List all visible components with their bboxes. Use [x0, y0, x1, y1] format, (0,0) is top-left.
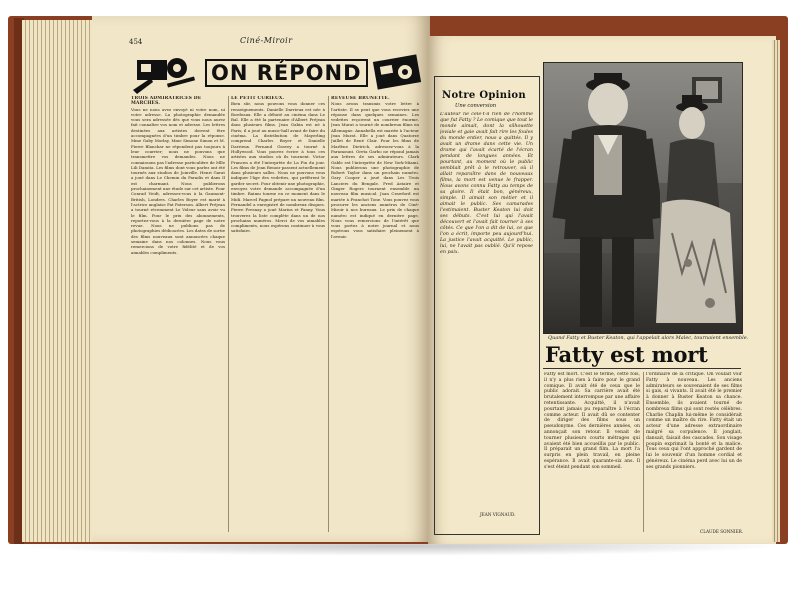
column-heading: RÊVEUSE BRUNETTE.: [331, 96, 390, 101]
keaton-figure: [652, 93, 738, 329]
opinion-subtitle: Une conversion: [455, 103, 497, 109]
article-text: Fatty est mort. C'est le terme, cette fois, il n'y a plus rien à faire pour le grand comique. Il avait été de ceux que le public adorait. Sa carrière avait été brutalement interrompue par une affaire retentissante. Acquitté, il n'avait pourtant jamais pu reparaître à l'écran comme acteur. Il avait dû se contenter de diriger des films sous un pseudonyme. Ces dernières années, on annonçait son retour. Il venait de tourner plusieurs courts métrages qui avaient été bien accueillis par le public. Il préparait un grand film. La mort l'a surpris en plein travail, en pleine espérance. Il avait quarante-six ans. Il s'est éteint pendant son sommeil.: [544, 372, 640, 470]
photo-caption: Quand Fatty et Buster Keaton, qui l'appelait alors Malec, tournaient ensemble.: [548, 335, 749, 341]
left-page-stack: [22, 20, 94, 542]
column-rule: [643, 372, 644, 532]
article-column-2: [646, 372, 742, 528]
banner: [131, 50, 425, 94]
answers-column-1: [131, 96, 225, 532]
article-signature: CLAUDE SONNIER.: [700, 529, 744, 534]
film-reel-illustration: [371, 50, 425, 94]
column-heading: TROIS ADMIRATRICES DE MARCHES.: [131, 96, 202, 107]
right-page-stack: [772, 40, 780, 542]
page-number: 454: [129, 38, 143, 46]
film-still-photo: [543, 62, 743, 334]
answers-column-3: [331, 96, 419, 532]
column-text: Vous ne nous avez envoyé ni votre nom, ni votre adresse. La photographie demandée vous sera adressée dès que vous nous aurez fait connaître vos nom et adresse. Les lettres destinées aux artistes doivent être accompagnées d'un timbre pour la réponse. Mme Gaby Morlay, Mme Simone Simon et M. Pierre Blanchar ne répondent pas toujours à leur courrier; nous ne pouvons que transmettre vos demandes. Nous ne connaissons pas l'adresse particulière de Mlle Lili Damita. Les films dont vous parlez ont été tournés aux studios de Joinville. Henri Garat a joué dans Le Chemin du Paradis et dans Il est charmant. Nous publierons prochainement une étude sur cet artiste. Pour Conrad Veidt, adressez-vous à la Gaumont-British, Londres. Charles Boyer est marié à l'actrice anglaise Pat Paterson. Albert Préjean a tourné récemment Le Voleur sans avoir vu le film. Pour le prix des abonnements, reportez-vous à la dernière page de notre revue. Nous ne publions pas de photographies dédicacées. Les dates de sortie des films nouveaux sont annoncées chaque semaine dans nos colonnes. Nous vous remercions de votre fidélité et de vos aimables compliments.: [131, 106, 225, 255]
article-headline: Fatty est mort: [545, 342, 708, 367]
running-head: Ciné-Miroir: [240, 36, 293, 45]
opinion-title: Notre Opinion: [442, 90, 526, 101]
headline-rule: [543, 368, 741, 369]
banner-title: ON RÉPOND: [205, 59, 368, 87]
column-rule: [228, 96, 229, 532]
answers-column-2: [231, 96, 325, 532]
column-text: Bien sûr, nous pouvons vous donner ces renseignements. Danielle Darrieux est née à Bordeaux. Elle a débuté au cinéma dans Le Bal. Elle a été la partenaire d'Albert Préjean dans plusieurs films. Jean Gabin est né à Paris; il a joué au music-hall avant de faire du cinéma. La distribution de Mayerling comprend Charles Boyer et Danielle Darrieux. Fernand Gravey a tourné à Hollywood. Vous pouvez écrire à tous ces artistes aux studios où ils tournent. Victor Francen a été l'interprète de La Fin du jour. Les films de Jean Renoir passent actuellement dans plusieurs salles. Nous ne pouvons vous indiquer l'âge des vedettes, qui préfèrent le garder secret. Pour obtenir une photographie, envoyez votre demande accompagnée d'un timbre. Raimu tourne en ce moment dans le Midi. Marcel Pagnol prépare un nouveau film. Fernandel a enregistré de nombreux disques. Pierre Fresnay a joué Marius et Fanny. Vous trouverez la liste complète dans un de nos prochains numéros. Merci de vos aimables compliments, nous espérons continuer à vous satisfaire.: [231, 101, 325, 234]
column-rule: [328, 96, 329, 532]
fatty-figure: [550, 69, 660, 331]
opinion-signature: JEAN VIGNAUD.: [480, 512, 516, 517]
column-text: Nous avons transmis votre lettre à l'artiste. Il se peut que vous receviez une réponse dans quelques semaines. Les vedettes reçoivent un courrier énorme. Jean Murat a tourné de nombreux films en Allemagne. Annabella est mariée à l'acteur Jean Murat. Elle a joué dans Quatorze Juillet de René Clair. Pour les films de Marlène Dietrich, adressez-vous à la Paramount. Greta Garbo ne répond jamais aux lettres de ses admirateurs. Clark Gable est l'interprète de New York-Miami. Nous publierons une photographie de Robert Taylor dans un prochain numéro. Gary Cooper a joué dans Les Trois Lanciers du Bengale. Fred Astaire et Ginger Rogers tournent ensemble un nouveau film musical. Joan Crawford est mariée à Franchot Tone. Vous pouvez vous procurer les anciens numéros de Ciné-Miroir à nos bureaux. Le prix de chaque numéro est indiqué en dernière page. Nous vous remercions de l'intérêt que vous portez à notre journal et nous espérons vous satisfaire pleinement à l'avenir.: [331, 101, 419, 239]
column-heading: LE PETIT CURIEUX.: [231, 96, 285, 101]
article-text: l'ordinaire de la critique. On voulait voir Fatty à nouveau. Les anciens admirateurs se souvenaient de ses films si gais, si vivants. Il avait été le premier à donner à Buster Keaton sa chance. Ensemble, ils avaient tourné de nombreux films qui sont restés célèbres. Charlie Chaplin lui-même le considérait comme un maître du rire. Fatty était un acteur d'une adresse extraordinaire malgré sa corpulence. Il jonglait, dansait, faisait des cascades. Son visage poupin exprimait la bonté et la malice. Tous ceux qui l'ont approché gardent de lui le souvenir d'un homme cordial et généreux. Le cinéma perd avec lui un de ses grands pionniers.: [646, 372, 742, 470]
article-column-1: [544, 372, 640, 532]
opinion-body: L'auteur ne cèle-t-il rien de l'homme que fut Fatty ? Le comique que tout le monde aimait, dont la silhouette joviale et gaie avait fait rire les foules du monde entier, nous a quittés. Il y avait un drame dans cette vie. Un drame qui l'avait écarté de l'écran pendant de longues années. Et pourtant, au moment où le public semblait prêt à le retrouver, où il allait reparaître dans de nouveaux films, la mort est venue le frapper. Nous avons connu Fatty au temps de sa gloire. Il était bon, généreux, simple. Il aimait son métier et il aimait le public. Ses camarades l'estimaient. Buster Keaton lui doit ses débuts. C'est lui qui l'avait découvert et l'avait fait tourner à ses côtés. Ce que l'on a dit de lui, ce que l'on a écrit, importe peu aujourd'hui. La justice l'avait acquitté. Le public, lui, ne l'avait pas oublié. Qu'il repose en paix.: [440, 112, 533, 255]
camera-illustration: [131, 50, 201, 94]
